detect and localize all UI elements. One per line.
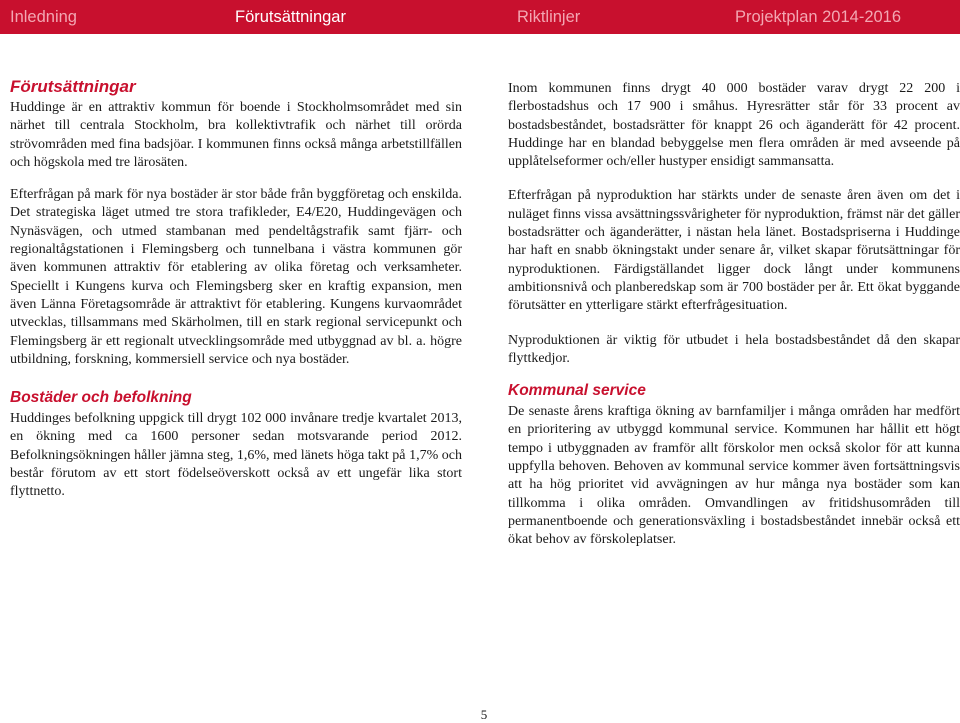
new-production-paragraph: Efterfrågan på nyproduktion har stärkts under de senaste åren även om det i nuläget finns vissa avsättningssvårigheter för nyproduktion, främst när det gäller bostadsrätter och äganderätter, i nästan hela länet. Bostadspriserna i Huddinge har haft en snabb ökningstakt under senare år, vilket skapar förutsättningar för nyproduktionen. Färdigställandet ligger dock långt under kommunens ambitionsnivå och planberedskap som är 700 bostäder per år. Ett ökat byggande förutsätter en ytterligare stärkt efterfrågesituation. — [508, 188, 960, 314]
demand-paragraph: Efterfrågan på mark för nya bostäder är stor både från byggföretag och enskilda. Det strategiska läget utmed tre stora trafikleder, E4/E20, Huddingevägen och Nynäsvägen, och utmed stambanan med pendeltågstrafik samt fjärr- och regionaltågstationen i Flemingsberg och tunnelbana i västra kommunen gör även kommunen attraktiv för etablering av olika företag och verksamheter. Speciellt i Kungens kurva och Flemingsberg sker en kraftig expansion, men även Länna Företagsområde är attraktivt för etablering. Kungens kurvaområdet utvecklas, tillsammans med Skärholmen, till en stark regional servicepunkt och Flemingsberg är ett regionalt utvecklingsområde med utbyggnad av bl. a. högre utbildning, forskning, kommersiell service och nya bostäder. — [10, 187, 462, 367]
page-number: 5 — [480, 707, 488, 722]
right-column — [508, 80, 960, 550]
housing-stock-paragraph: Inom kommunen finns drygt 40 000 bostäder varav drygt 22 200 i flerbostadshus och 17 900 i småhus. Hyresrätter står för 33 procent av bostadsbeståndet, bostadsrätter för knappt 26 och äganderätt för 42 procent. Huddinge har en blandad bebyggelse men flera områden är med avseende på upplåtelseformer och/eller hustyper ensidigt sammansatta. — [508, 81, 960, 170]
population-paragraph: Huddinges befolkning uppgick till drygt 102 000 invånare tredje kvartalet 2013, en ökning med ca 1600 personer sedan motsvarande period 2012. Befolkningsökningen håller jämna steg, 1,6%, med länets höga takt på 1,7% och består förutom av ett stort födelseöverskott också av ett ungefär lika stort flyttnetto. — [10, 411, 462, 500]
section-heading-forutsattningar: Förutsättningar — [10, 77, 136, 96]
section-heading-kommunal-service: Kommunal service — [508, 382, 646, 400]
left-column — [10, 77, 462, 502]
nav-tab-riktlinjer[interactable]: Riktlinjer — [517, 8, 581, 26]
municipal-service-paragraph: De senaste årens kraftiga ökning av barnfamiljer i många områden har medfört en prioritering av utbyggd kommunal service. Kommunen har hållit ett högt tempo i utbyggnaden av framför allt förskolor men också skolor för att kunna uppfylla behoven. Behoven av kommunal service kommer även fortsättningsvis att ha hög prioritet vid avvägningen av hur många nya bostäder som kan tillkomma i olika områden. Omvandlingen av fritidshusområden till permanentboende och generationsväxling i bostadsbeståndet innebär också ett ökat behov av förskoleplatser. — [508, 404, 960, 548]
nav-tab-inledning[interactable]: Inledning — [10, 8, 77, 26]
nav-tab-forutsattningar[interactable]: Förutsättningar — [235, 8, 346, 26]
intro-paragraph: Huddinge är en attraktiv kommun för boende i Stockholmsområdet med sin närhet till centrala Stockholm, bra kollektivtrafik och närhet till orörda strövområden med fina badsjöar. I kommunen finns också många arbetstillfällen och högskola med tre lärosäten. — [10, 100, 462, 170]
section-heading-bostader: Bostäder och befolkning — [10, 389, 192, 407]
nav-tab-projektplan[interactable]: Projektplan 2014-2016 — [735, 8, 902, 26]
moving-chain-paragraph: Nyproduktionen är viktig för utbudet i hela bostadsbeståndet då den skapar flyttkedjor. — [508, 332, 960, 366]
top-navigation — [0, 0, 960, 34]
